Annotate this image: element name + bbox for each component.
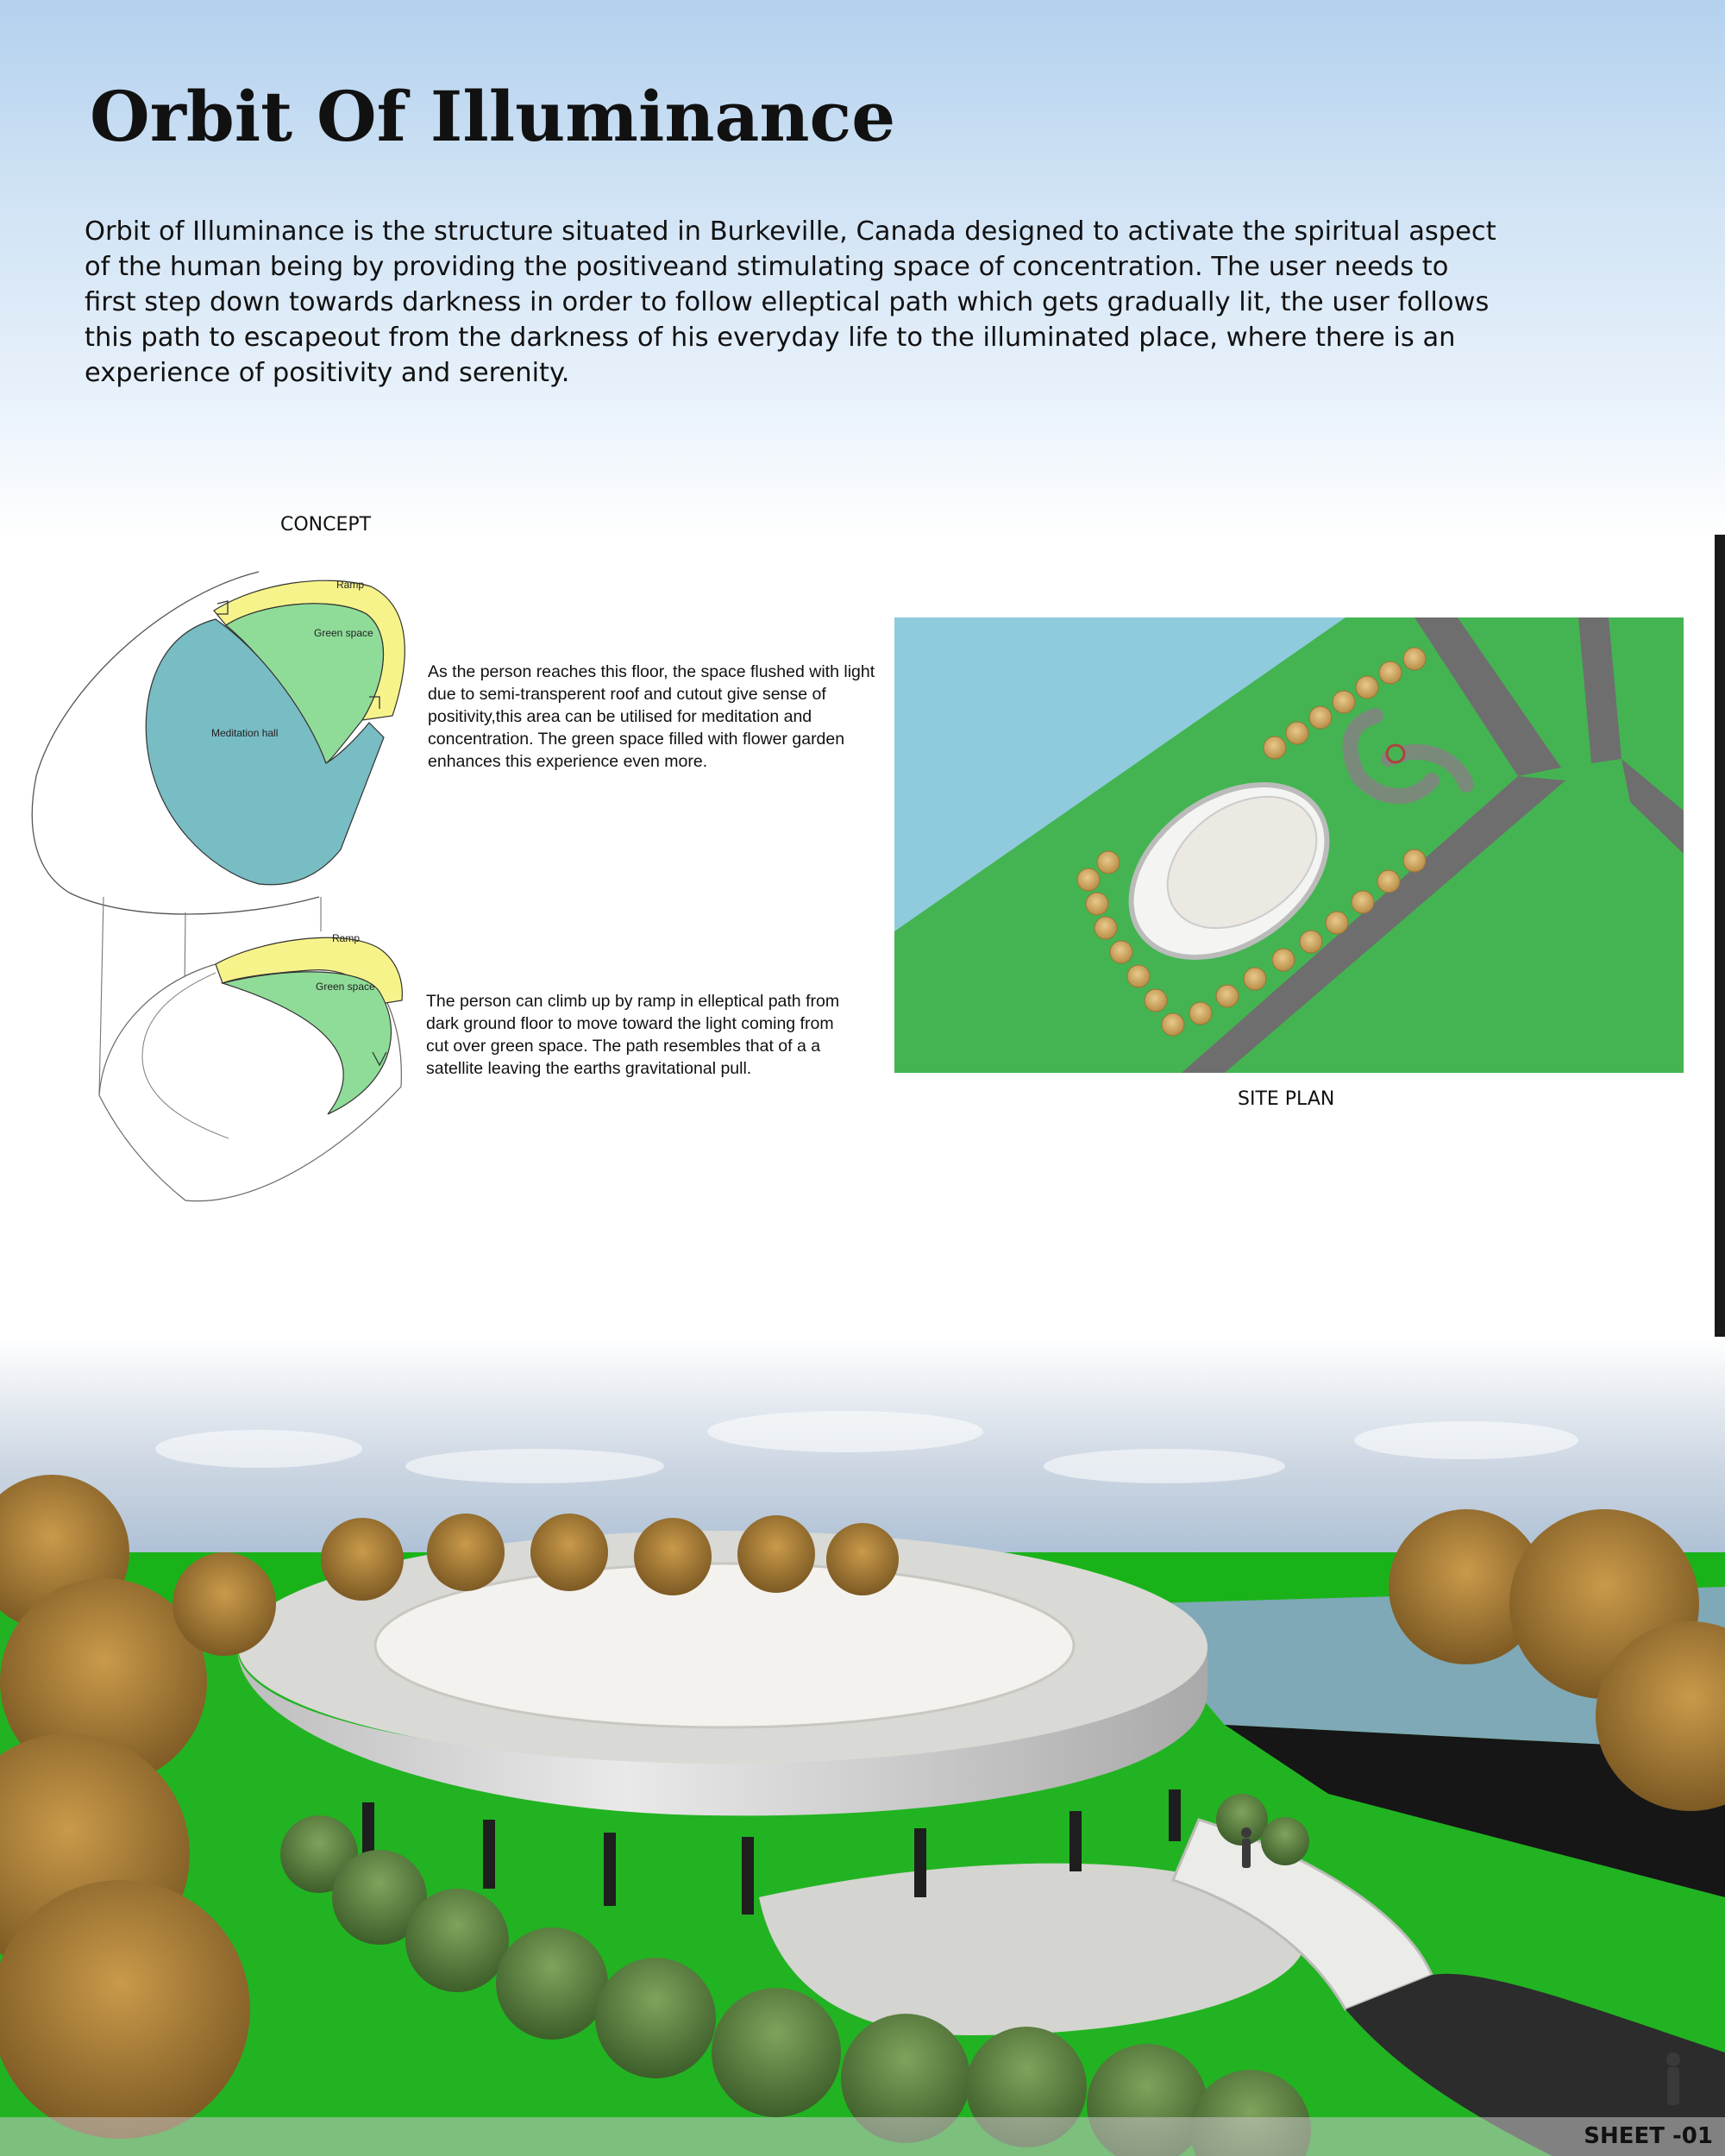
lower-green-space-label: Green space [316,981,375,993]
upper-ramp-label: Ramp [336,579,365,591]
concept-lower-floor [99,932,402,1201]
exterior-render [0,1337,1725,2156]
lower-floor-description: The person can climb up by ramp in elleptical path from dark ground floor to move toward the light coming from cut over green space. The path resembles that of a a satellite leaving the earths gravitational pull. [426,992,840,1078]
site-plan-drawing [893,616,1684,1073]
page-title: Orbit Of Illuminance [90,76,896,157]
upper-floor-description: As the person reaches this floor, the space flushed with light due to semi-transperent roof and cutout give sense of positivity,this area can be utilised for meditation and concentration. The green space filled with flower garden enhances this experience even more. [428,662,875,771]
sheet-number: SHEET -01 [1584,2123,1713,2149]
site-plan-label: SITE PLAN [1238,1088,1335,1110]
meditation-hall-label: Meditation hall [211,727,279,739]
lower-ramp-label: Ramp [332,932,361,944]
page-edge-strip [1715,535,1725,1345]
intro-paragraph: Orbit of Illuminance is the structure situated in Burkeville, Canada designed to activate the spiritual aspect of the human being by providing the positiveand stimulating space of concentration. The user needs to first step down towards darkness in order to follow elleptical path which gets gradually lit, the user follows this path to escapeout from the darkness of his everyday life to the illuminated place, where there is an experience of positivity and serenity. [85,216,1496,388]
upper-green-space-label: Green space [314,627,373,639]
site-garden-roundel [1387,745,1404,762]
concept-diagram [26,561,423,1216]
footer-bar [0,2117,1725,2156]
concept-upper-floor [32,572,405,914]
concept-heading: CONCEPT [280,514,372,536]
